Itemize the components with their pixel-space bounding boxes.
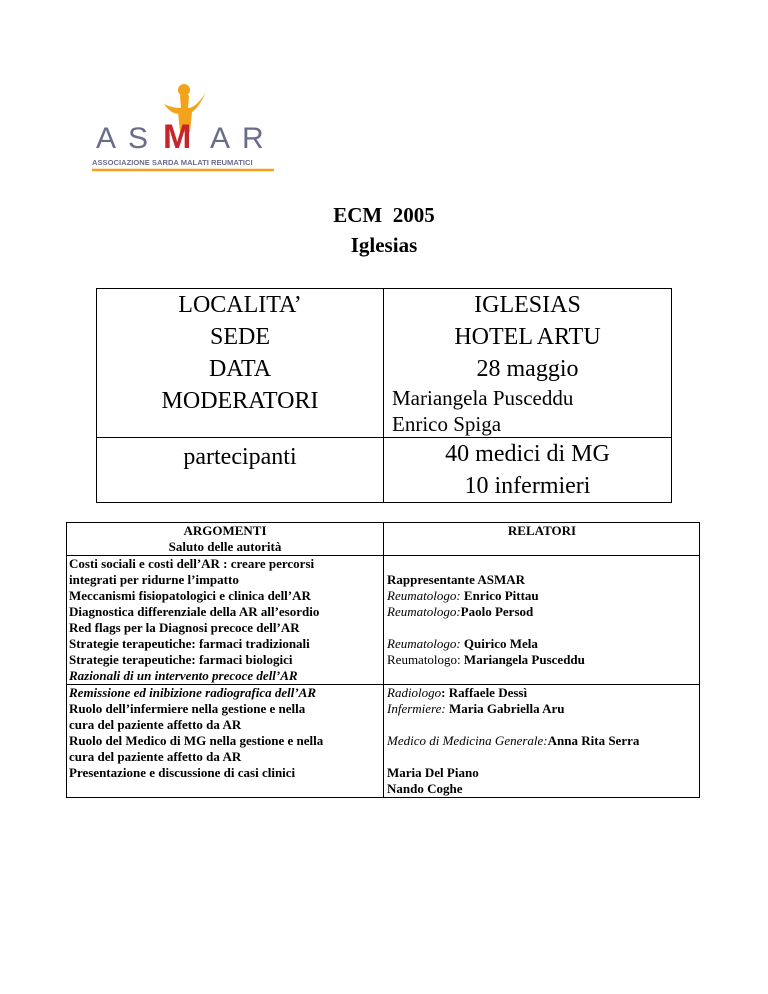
svg-text:S: S: [128, 122, 149, 155]
speaker-role: Reumatologo:: [387, 588, 461, 603]
speaker-name: Maria Gabriella Aru: [445, 701, 565, 716]
topic-item: Diagnostica differenziale della AR all’esordio: [69, 604, 320, 619]
topic-item: Costi sociali e costi dell’AR : creare percorsi: [69, 556, 315, 571]
speaker-item: Nando Coghe: [387, 781, 463, 796]
speaker-role: Radiologo: [387, 685, 442, 700]
speakers-body-cell: [384, 685, 700, 798]
svg-text:A: A: [210, 122, 231, 155]
topic-item: Strategie terapeutiche: farmaci biologici: [69, 652, 293, 667]
svg-text:A: A: [96, 122, 117, 155]
program-table: [66, 522, 700, 798]
speakers-header-cell: [384, 523, 700, 556]
value-data: 28 maggio: [476, 356, 579, 382]
event-info-table: [96, 288, 672, 503]
label-data: DATA: [208, 356, 272, 382]
svg-text:ASSOCIAZIONE SARDA MALATI REUM: ASSOCIAZIONE SARDA MALATI REUMATICI: [92, 158, 253, 167]
asmar-logo-graphic: [92, 82, 282, 174]
info-values-cell: [384, 289, 672, 438]
speaker-role: Reumatologo:: [387, 636, 461, 651]
speaker-name: : Raffaele Dessì: [441, 685, 528, 700]
topics-header-cell: [67, 523, 384, 556]
topic-item: Presentazione e discussione di casi clinici: [69, 765, 296, 780]
program-row: [67, 523, 700, 556]
speaker-item: Rappresentante ASMAR: [387, 572, 526, 587]
info-row-participants: [97, 438, 672, 503]
value-sede: HOTEL ARTU: [454, 324, 601, 350]
topic-item: Ruolo dell’infermiere nella gestione e nella: [69, 701, 306, 716]
speaker-name: Quirico Mela: [460, 636, 538, 651]
topic-item: Strategie terapeutiche: farmaci tradizionali: [69, 636, 310, 651]
speaker-name: Enrico Pittau: [460, 588, 539, 603]
topic-item: Red flags per la Diagnosi precoce dell’AR: [69, 620, 300, 635]
speaker-item: [387, 652, 697, 668]
speaker-item: Maria Del Piano: [387, 765, 479, 780]
topic-item: integrati per ridurne l’impatto: [69, 572, 239, 587]
topic-item: Ruolo del Medico di MG nella gestione e nella: [69, 733, 324, 748]
info-labels-cell: [97, 289, 384, 438]
label-sede: SEDE: [210, 324, 270, 350]
topic-welcome: Saluto delle autorità: [168, 539, 282, 554]
speaker-item: [387, 701, 697, 717]
program-row: [67, 685, 700, 798]
speaker-item: [387, 604, 697, 620]
label-localita: LOCALITA’: [178, 292, 302, 318]
topic-item: Razionali di un intervento precoce dell’AR: [69, 668, 298, 683]
participants-infermieri: 10 infermieri: [464, 473, 591, 499]
moderator-1: Mariangela Pusceddu: [392, 386, 574, 410]
topic-item: Meccanismi fisiopatologici e clinica dell’AR: [69, 588, 311, 603]
topic-item: cura del paziente affetto da AR: [69, 717, 242, 732]
participants-values-cell: [384, 438, 672, 503]
svg-text:R: R: [242, 122, 264, 155]
speaker-name: Mariangela Pusceddu: [463, 652, 585, 667]
speaker-item: [387, 636, 697, 652]
topics-body-cell: [67, 685, 384, 798]
speaker-name: Anna Rita Serra: [547, 733, 640, 748]
speaker-role: Reumatologo:: [387, 652, 464, 667]
participants-label-cell: [97, 438, 384, 503]
speaker-role: Infermiere:: [387, 701, 446, 716]
title-line-2: Iglesias: [350, 233, 418, 257]
speaker-name: Paolo Persod: [460, 604, 534, 619]
speaker-item: [387, 588, 697, 604]
speakers-body-cell: [384, 556, 700, 685]
value-localita: IGLESIAS: [474, 292, 581, 318]
asmar-logo: [92, 82, 282, 174]
speakers-header: RELATORI: [507, 523, 577, 538]
title-line-1: ECM 2005: [333, 203, 435, 227]
svg-text:M: M: [163, 118, 192, 156]
participants-label: partecipanti: [183, 444, 297, 470]
moderator-2: Enrico Spiga: [392, 412, 502, 436]
speaker-item: [387, 733, 697, 749]
speaker-item: [387, 685, 697, 701]
info-row-main: [97, 289, 672, 438]
program-row: [67, 556, 700, 685]
document-title: [0, 200, 768, 260]
speaker-role: Reumatologo:: [387, 604, 461, 619]
topics-header: ARGOMENTI: [183, 523, 267, 538]
topics-body-cell: [67, 556, 384, 685]
label-moderatori: MODERATORI: [161, 388, 319, 414]
participants-medici: 40 medici di MG: [445, 441, 610, 467]
topic-item: Remissione ed inibizione radiografica dell’AR: [69, 685, 317, 700]
speaker-role: Medico di Medicina Generale:: [387, 733, 548, 748]
topic-item: cura del paziente affetto da AR: [69, 749, 242, 764]
